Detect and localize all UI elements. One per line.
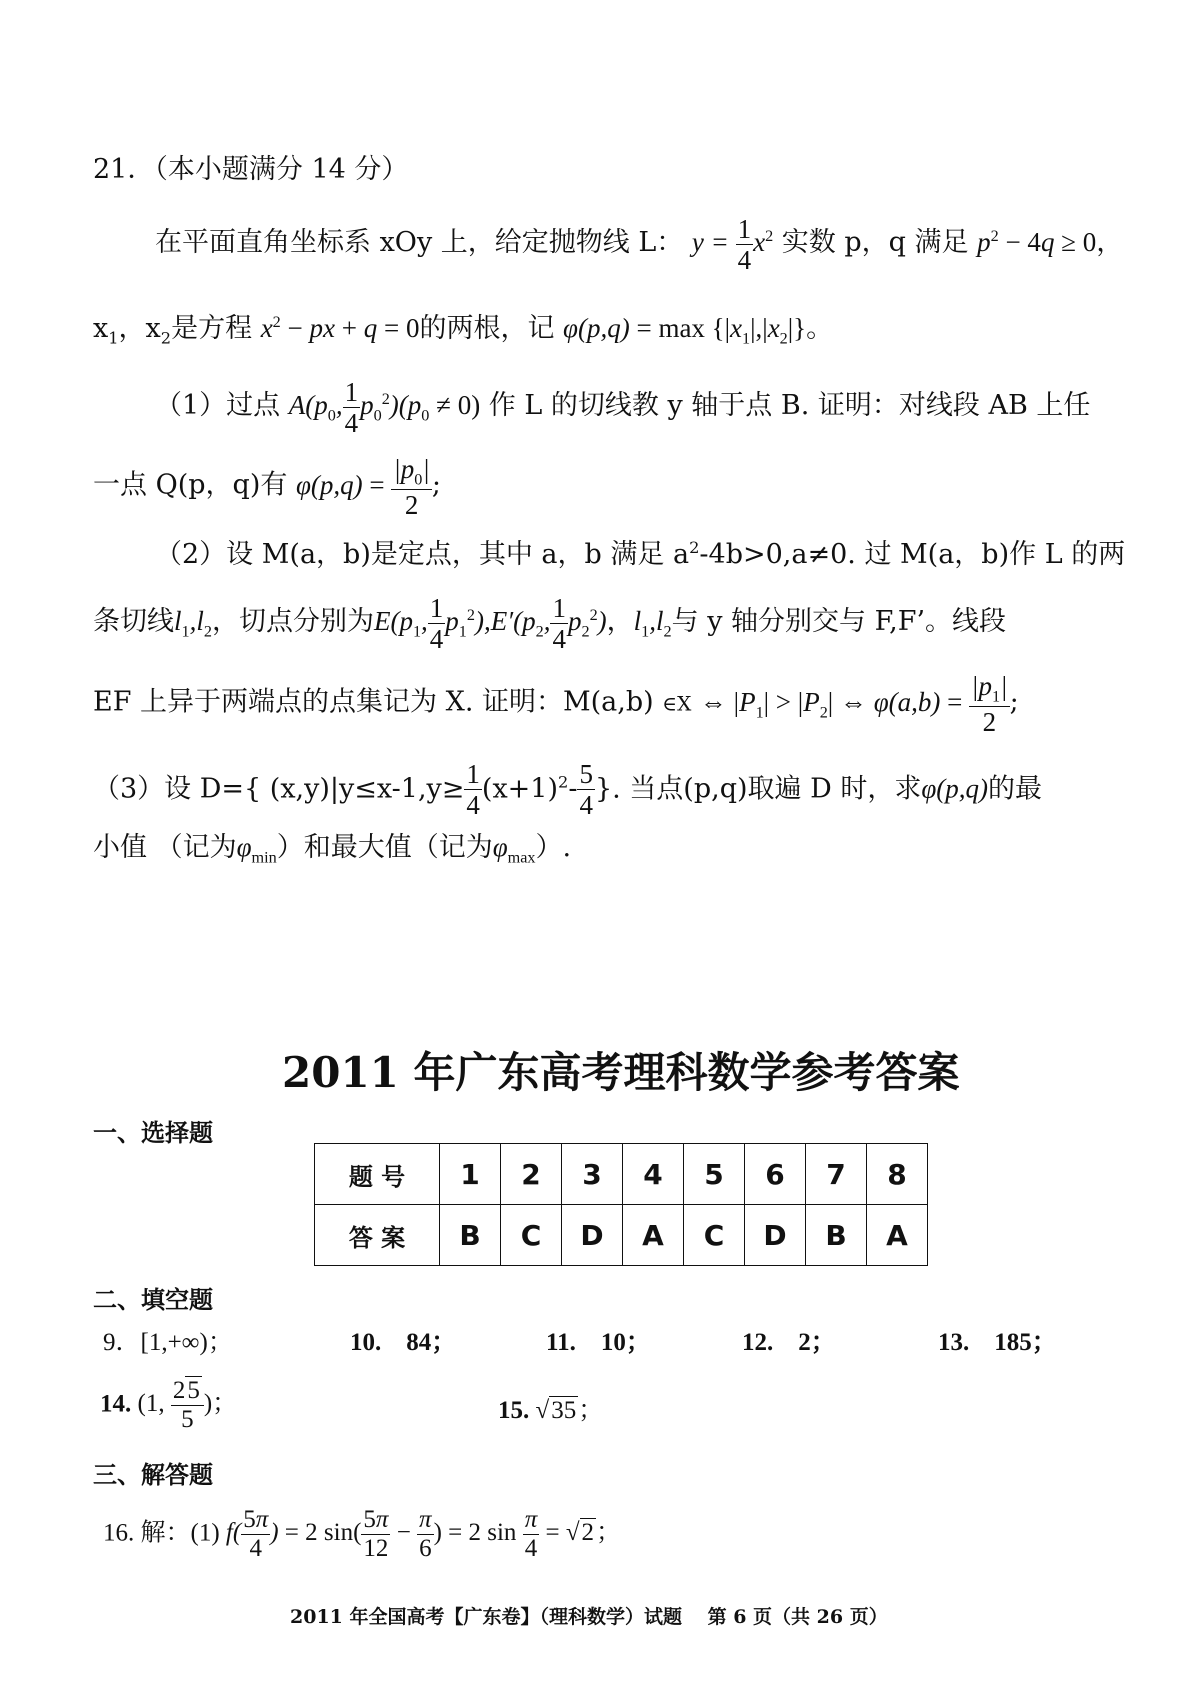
text: 实数 p，q 满足 — [781, 227, 969, 259]
text: ）. — [535, 832, 572, 863]
formula-14: (1, $\frac{25}{5}$ )； — [137, 1377, 238, 1434]
formula-phi-p0: φ(p,q) = $\frac{|p_0|}{2}$ — [295, 454, 430, 521]
q21-line2: $x_1$，$x_2$是方程 $x^2$ − px + q = 0的两根，记 $\varphi(p,q) = \max \{|x_1|,|x_2|\}$。 — [93, 313, 834, 348]
text: 的最 — [988, 773, 1043, 805]
solution-16 — [103, 1507, 621, 1563]
fill-11: 11. 10； — [546, 1329, 651, 1356]
text: ，切点分别为 — [211, 606, 374, 638]
table-row — [315, 1205, 928, 1266]
table-cell: 5 — [684, 1144, 745, 1205]
table-header-cell: 题 号 — [315, 1144, 440, 1205]
table-cell: 3 — [562, 1144, 623, 1205]
q21-part2-line2: 条切线$l_1,l_2$，切点分别为$E(p_1$, $\frac{1}{4}$ $p_1^2),E'(p_2$, $\frac{1}{4}$ $p_2^2$)，$l_1,l_2$与 y 轴分别交与 F,F’。线段 — [93, 593, 1007, 655]
text: x — [93, 313, 109, 344]
text: 是方程 — [171, 313, 253, 344]
q21-part1-cont — [93, 455, 441, 520]
table-row — [315, 1144, 928, 1205]
section-choice: 一、选择题 — [93, 1119, 213, 1147]
section-solve: 三、解答题 — [93, 1461, 213, 1489]
text: ， — [1096, 227, 1124, 259]
text: （1）过点 — [155, 390, 281, 422]
fill-13: 13. 185； — [938, 1329, 1057, 1356]
table-cell: B — [806, 1205, 867, 1266]
text: 。 — [806, 313, 834, 344]
q21-part2-line3 — [93, 672, 1019, 737]
q21-part2: （2）设 M(a，b)是定点，其中 a，b 满足 $a^2-4b>0,a\ne 0$. 过 M(a，b)作 L 的两 — [155, 538, 1126, 570]
text: ， — [606, 606, 634, 638]
q21-line1 — [155, 215, 1123, 275]
text: （3）设 D={ (x,y)|y≤x-1,y≥ — [93, 773, 465, 805]
table-cell: 1 — [440, 1144, 501, 1205]
formula-condition: $p^2 - 4q \ge 0$ — [977, 227, 1097, 258]
text: （2）设 M(a，b)是定点，其中 a，b 满足 a — [155, 539, 690, 570]
text: }. 当点(p,q)取遍 D 时，求 — [594, 773, 922, 805]
formula-equivalence: ⇔ $|P_1| > |P_2|$ ⇔ φ(a,b) = $\frac{|p_1|}{2}$ — [699, 671, 1008, 738]
text: 作 L 的切线教 y 轴于点 B. 证明：对线段 AB 上任 — [488, 390, 1091, 422]
text: 的两根，记 — [419, 313, 555, 344]
fill-9: 9．[1,+∞)； — [103, 1329, 233, 1356]
page-footer: 2011 年全国高考【广东卷】（理科数学）试题 第 6 页（共 26 页） — [290, 1606, 888, 1628]
text: ; — [431, 469, 441, 501]
table-cell: C — [684, 1205, 745, 1266]
table-cell: 4 — [623, 1144, 684, 1205]
formula-16: f( $\frac{5\pi}{4}$ ) = 2 sin( $\frac{5\pi}{12}$ − $\frac{\pi}{6}$ ) = 2 sin $\frac{\pi}{4}$ = √2； — [225, 1506, 622, 1563]
text: 15. — [498, 1397, 530, 1424]
q21-header: 21．（本小题满分 14 分） — [93, 154, 409, 185]
table-cell: 7 — [806, 1144, 867, 1205]
formula-15: √35； — [535, 1397, 604, 1424]
fill-15 — [498, 1398, 603, 1423]
text: ; — [1009, 686, 1019, 718]
answers-title: 2011 年广东高考理科数学参考答案 — [282, 1048, 960, 1097]
text: ∈X — [662, 691, 692, 716]
text: 与 y 轴分别交与 F,F’。线段 — [671, 606, 1007, 638]
table-cell: 8 — [867, 1144, 928, 1205]
table-cell: D — [562, 1205, 623, 1266]
text: 14. — [100, 1390, 132, 1418]
text: ）和最大值（记为 — [276, 832, 493, 863]
text: - — [568, 773, 578, 805]
formula-tangent-points: $E(p_1$, $\frac{1}{4}$ $p_1^2),E'(p_2$, $\frac{1}{4}$ $p_2^2$) — [373, 593, 607, 655]
text: -4b>0,a≠0. 过 M(a，b)作 L 的两 — [699, 539, 1126, 570]
table-cell: 6 — [745, 1144, 806, 1205]
q21-part3: （3）设 D={ (x,y)|y≤x-1,y≥ $\frac{1}{4}$ $(x+1)^2-$ $\frac{5}{4}$ }. 当点(p,q)取遍 D 时，求φ(p,q)的最 — [93, 759, 1043, 821]
text: 一点 Q(p，q)有 — [93, 469, 288, 501]
text: 条切线 — [93, 606, 174, 638]
table-header-cell: 答 案 — [315, 1205, 440, 1266]
text: 小值 （记为 — [93, 832, 237, 863]
q21-part3-cont: 小值 （记为$\varphi_{min}$）和最大值（记为$\varphi_{max}$）. — [93, 832, 572, 867]
table-cell: A — [867, 1205, 928, 1266]
section-fill: 二、填空题 — [93, 1286, 213, 1314]
table-cell: B — [440, 1205, 501, 1266]
table-cell: A — [623, 1205, 684, 1266]
table-cell: 2 — [501, 1144, 562, 1205]
text: ，x — [118, 313, 161, 344]
formula-parabola: y = $\frac{1}{4}$ $x^2$ — [691, 214, 774, 276]
formula-phi-def: $\varphi(p,q) = \max \{|x_1|,|x_2|\}$ — [563, 313, 807, 348]
table-cell: D — [745, 1205, 806, 1266]
text: 16. 解：(1) — [103, 1519, 220, 1547]
table-cell: C — [501, 1205, 562, 1266]
formula-equation: $x^2$ − px + q = 0 — [260, 313, 420, 343]
answer-table — [314, 1143, 928, 1266]
q21-part1 — [155, 378, 1090, 438]
text: 在平面直角坐标系 xOy 上，给定抛物线 L： — [155, 227, 684, 259]
text: EF 上异于两端点的点集记为 X. 证明：M(a,b) — [93, 686, 654, 718]
fill-14 — [100, 1378, 237, 1434]
fill-12: 12. 2； — [742, 1329, 836, 1356]
text: (x+1) — [481, 773, 559, 805]
formula-point-a: $A(p_0$, $\frac{1}{4}$ $p_0^2)(p_0 \ne 0)$ — [288, 377, 481, 439]
fill-10: 10. 84； — [350, 1329, 457, 1356]
